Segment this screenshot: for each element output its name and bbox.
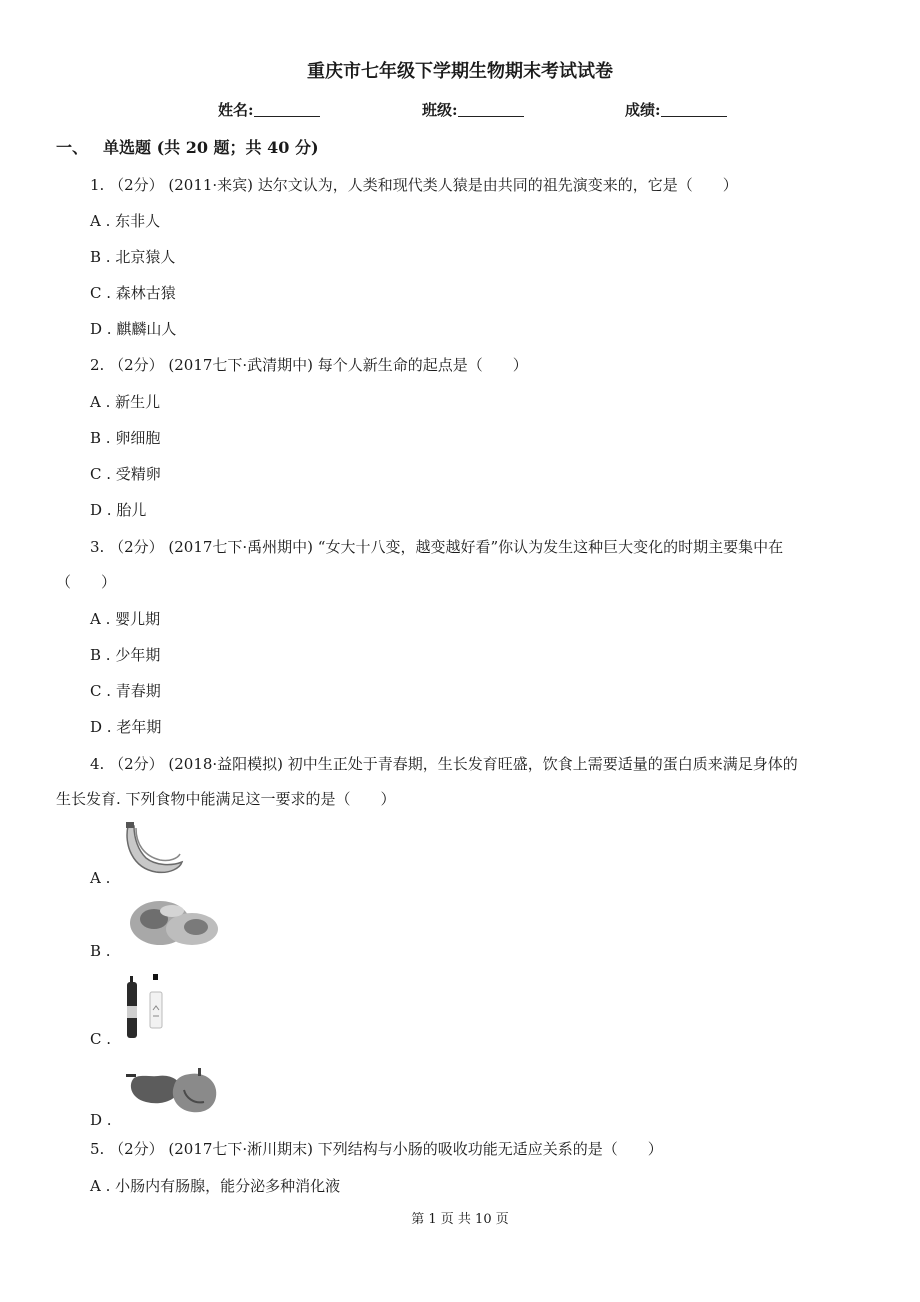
question-4-option-c: C . — [90, 1030, 112, 1048]
question-3-option-c: C . 青春期 — [90, 682, 161, 700]
question-1-option-d: D . 麒麟山人 — [90, 320, 177, 338]
question-2-option-c: C . 受精卵 — [90, 465, 161, 483]
question-1-option-b: B . 北京猿人 — [90, 248, 176, 266]
question-3-option-d: D . 老年期 — [90, 718, 162, 736]
question-3-option-a: A . 婴儿期 — [90, 610, 161, 628]
question-4-stem-line2: 生长发育. 下列食物中能满足这一要求的是（ ） — [56, 790, 396, 808]
question-2-stem: 2. （2分） (2017七下·武清期中) 每个人新生命的起点是（ ） — [90, 356, 528, 374]
question-1-stem: 1. （2分） (2011·来宾) 达尔文认为，人类和现代类人猿是由共同的祖先演变来的，它是（ ） — [90, 176, 738, 194]
section-number: 一、 — [56, 138, 89, 157]
question-1-option-c: C . 森林古猿 — [90, 284, 176, 302]
score-field — [625, 100, 727, 120]
question-3-stem-line1: 3. （2分） (2017七下·禹州期中) “女大十八变，越变越好看”你认为发生这种巨大变化的时期主要集中在 — [90, 538, 784, 556]
score-label: 成绩: — [625, 101, 661, 119]
question-4-option-d: D . — [90, 1111, 112, 1129]
class-blank — [458, 103, 524, 117]
question-1-option-a: A . 东非人 — [90, 212, 161, 230]
question-3-stem-line2: （ ） — [56, 573, 117, 591]
name-field — [218, 100, 320, 120]
section-heading: 单选题 (共 20 题；共 40 分) — [103, 138, 319, 157]
question-5-stem: 5. （2分） (2017七下·淅川期末) 下列结构与小肠的吸收功能无适应关系的是（ ） — [90, 1140, 663, 1158]
peppers-image — [124, 1060, 222, 1116]
score-blank — [661, 103, 727, 117]
name-label: 姓名: — [218, 101, 254, 119]
meat-image — [126, 893, 222, 949]
name-blank — [254, 103, 320, 117]
question-2-option-a: A . 新生儿 — [90, 393, 161, 411]
page-footer: 第 1 页 共 10 页 — [411, 1212, 509, 1227]
class-field — [422, 100, 524, 120]
question-4-option-a: A . — [90, 869, 111, 887]
question-4-stem-line1: 4. （2分） (2018·益阳模拟) 初中生正处于青春期，生长发育旺盛，饮食上需要适量的蛋白质来满足身体的 — [90, 755, 798, 773]
class-label: 班级: — [422, 101, 458, 119]
question-2-option-b: B . 卵细胞 — [90, 429, 161, 447]
question-5-option-a: A . 小肠内有肠腺，能分泌多种消化液 — [90, 1177, 341, 1195]
question-3-option-b: B . 少年期 — [90, 646, 161, 664]
question-4-option-b: B . — [90, 942, 111, 960]
question-2-option-d: D . 胎儿 — [90, 501, 147, 519]
page-title: 重庆市七年级下学期生物期末考试试卷 — [307, 61, 613, 82]
banana-image — [122, 822, 184, 880]
bottles-image — [124, 970, 174, 1042]
